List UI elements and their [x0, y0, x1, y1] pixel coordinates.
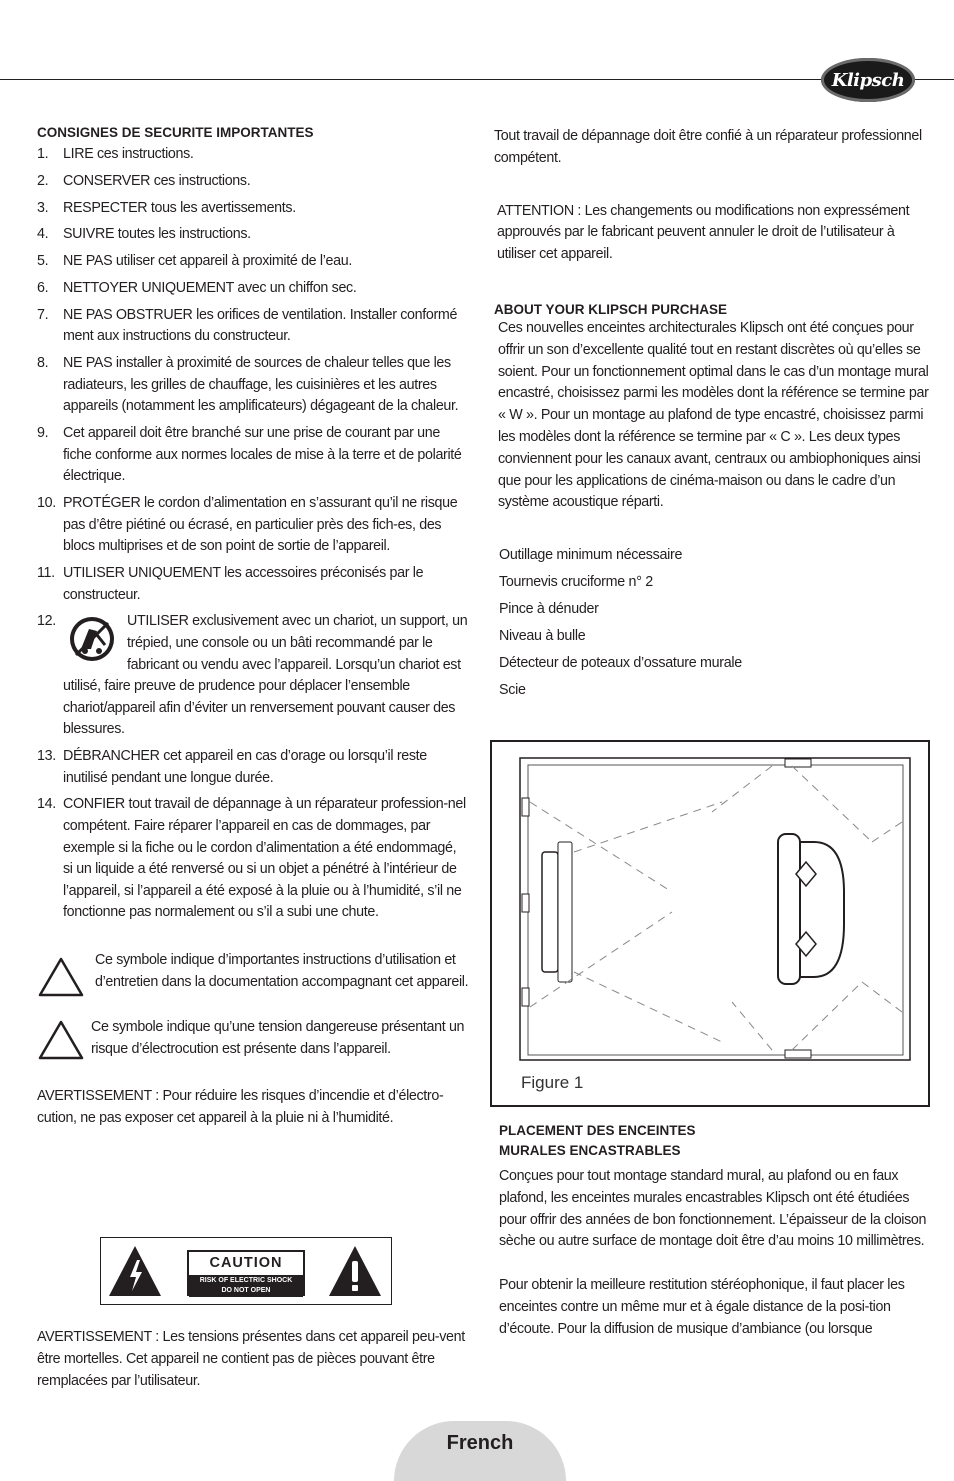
caution-sign: CAUTION RISK OF ELECTRIC SHOCK DO NOT OPEN [187, 1250, 305, 1296]
warning-triangle-icon [37, 956, 85, 998]
language-label: French [446, 1432, 514, 1454]
caution-label [100, 1237, 392, 1305]
safety-item: 2. CONSERVER ces instructions. [37, 172, 251, 189]
tools-list-item: Outillage minimum nécessaire [499, 547, 683, 564]
exclamation-triangle-icon [327, 1244, 383, 1298]
header-rule [0, 79, 954, 80]
safety-item: 11. UTILISER UNIQUEMENT les accessoires préconisés par le constructeur. [37, 564, 424, 603]
tools-list [494, 542, 932, 704]
safety-item: 8. NE PAS installer à proximité de sources de chaleur telles que les radiateurs, les grilles de chauffage, les cuisinières et les autres appareils (notamment les amplificateurs) dégageant de la chaleur. [37, 355, 459, 415]
safety-item: 13. DÉBRANCHER cet appareil en cas d’orage ou lorsqu’il reste inutilisé pendant une longue durée. [37, 748, 427, 786]
tools-list-item: Niveau à bulle [499, 628, 586, 645]
placement-text-1: Conçues pour tout montage standard mural, au plafond ou en faux plafond, les enceintes murales encastrables Klipsch ont été étudiées pour offrir des années de bon fonctionnement. L’épaisseur de la cloison sèche ou autre surface de montage doit être d’au moins 10 millimètres. [499, 1168, 927, 1250]
tools-list-item: Pince à dénuder [499, 601, 599, 618]
about-title: ABOUT YOUR KLIPSCH PURCHASE [494, 301, 728, 317]
safety-item: 12. UTILISER exclusivement avec un chariot, un support, un trépied, une console ou un bâti recommandé par le fabricant ou vendu avec l’appareil. Lorsqu’un chariot est utilisé, faire preuve de prudence pour déplacer l’ensemble chariot/appareil afin d’éviter un renversement pouvant causer des blessures. [37, 613, 468, 738]
safety-item: 9. Cet appareil doit être branché sur une prise de courant par une fiche conforme aux normes locales de mise à la terre et de polarité électrique. [37, 425, 462, 485]
placement-text-2: Pour obtenir la meilleure restitution stéréophonique, il faut placer les enceintes contre un même mur et à égale distance de la posi-tion d’écoute. Pour la diffusion de musique d’ambiance (ou lorsque [499, 1277, 905, 1337]
right-column [494, 126, 932, 704]
exclamation-symbol-note: Ce symbole indique d’importantes instructions d’utilisation et d’entretien dans la documentation accompagnant cet appareil. [37, 950, 469, 993]
attention-note: ATTENTION : Les changements ou modifications non expressément approuvés par le fabricant peuvent annuler le droit de l’utilisateur à utiliser cet appareil. [497, 202, 910, 263]
tools-list-item: Scie [499, 682, 526, 699]
caution-subtext: RISK OF ELECTRIC SHOCK DO NOT OPEN [189, 1275, 303, 1297]
voltage-symbol-note: Ce symbole indique qu’une tension dangereuse présentant un risque d’électrocution est présente dans l’appareil. [37, 1017, 469, 1060]
warning-triangle-icon [37, 1019, 85, 1061]
voltage-warning: AVERTISSEMENT : Les tensions présentes dans cet appareil peu-vent être mortelles. Cet appareil ne contient pas de pièces pouvant être remplacées par l’utilisateur. [37, 1329, 465, 1389]
placement-title-line-1: PLACEMENT DES ENCEINTES [499, 1123, 696, 1138]
language-tab [394, 1421, 566, 1481]
safety-item: 5. NE PAS utiliser cet appareil à proximité de l’eau. [37, 253, 352, 270]
safety-list [37, 144, 469, 924]
safety-item: 6. NETTOYER UNIQUEMENT avec un chiffon sec. [37, 279, 357, 296]
service-note: Tout travail de dépannage doit être confié à un réparateur professionnel compétent. [494, 128, 922, 166]
rain-warning: AVERTISSEMENT : Pour réduire les risques d’incendie et d’électro-cution, ne pas exposer cet appareil à la pluie ni à l’humidité. [37, 1088, 444, 1127]
figure-caption: Figure 1 [521, 1073, 584, 1092]
room-layout-diagram [492, 742, 928, 1105]
safety-item: 14. CONFIER tout travail de dépannage à un réparateur profession-nel compétent. Faire réparer l’appareil en cas de dommages, par exemple si la fiche ou le cordon d’alimentation a été endommagé, si un liquide a été renversé ou si un objet a pénétré à l’intérieur de l’appareil, si l’appareil a été exposé à la pluie ou à l’humidité, s’il ne fonctionne pas normalement ou s’il a subi une chute. [37, 796, 466, 921]
safety-item: 4. SUIVRE toutes les instructions. [37, 226, 251, 243]
cart-warning-icon [67, 615, 117, 663]
figure-1 [490, 740, 930, 1107]
safety-title: CONSIGNES DE SECURITE IMPORTANTES [37, 125, 314, 140]
tools-list-item: Détecteur de poteaux d’ossature murale [499, 655, 742, 672]
klipsch-logo [821, 58, 915, 102]
safety-item: 7. NE PAS OBSTRUER les orifices de ventilation. Installer conformé ment aux instructions du constructeur. [37, 306, 458, 345]
safety-item: 3. RESPECTER tous les avertissements. [37, 199, 296, 216]
safety-item: 10. PROTÉGER le cordon d’alimentation en s’assurant qu’il ne risque pas d’être piétiné ou écrasé, en particulier près des fich-es, des blocs multiprises et de son point de sortie de l’appareil. [37, 495, 458, 555]
logo-text: Klipsch [831, 69, 905, 91]
placement-title-line-2: MURALES ENCASTRABLES [499, 1143, 681, 1158]
lightning-bolt-icon [107, 1244, 163, 1298]
tools-list-item: Tournevis cruciforme n° 2 [499, 574, 653, 591]
safety-item: 1. LIRE ces instructions. [37, 146, 194, 162]
left-column [37, 124, 469, 1130]
placement-section [499, 1122, 931, 1341]
about-text: Ces nouvelles enceintes architecturales Klipsch ont été conçues pour offrir un son d’excellente qualité tout en restant discrètes où qu’elles se soient. Pour un fonctionnement optimal dans le cas d’un montage mural encastré, choisissez parmi les modèles dont la référence se termine par « W ». Pour un montage au plafond de type encastré, choisissez parmi les modèles dont la référence se termine par « C ». Les deux types conviennent pour les canaux avant, centraux ou ambiophoniques ainsi que pour les applications de cinéma-maison ou dans le cadre d’un système acoustique réparti. [498, 319, 929, 511]
